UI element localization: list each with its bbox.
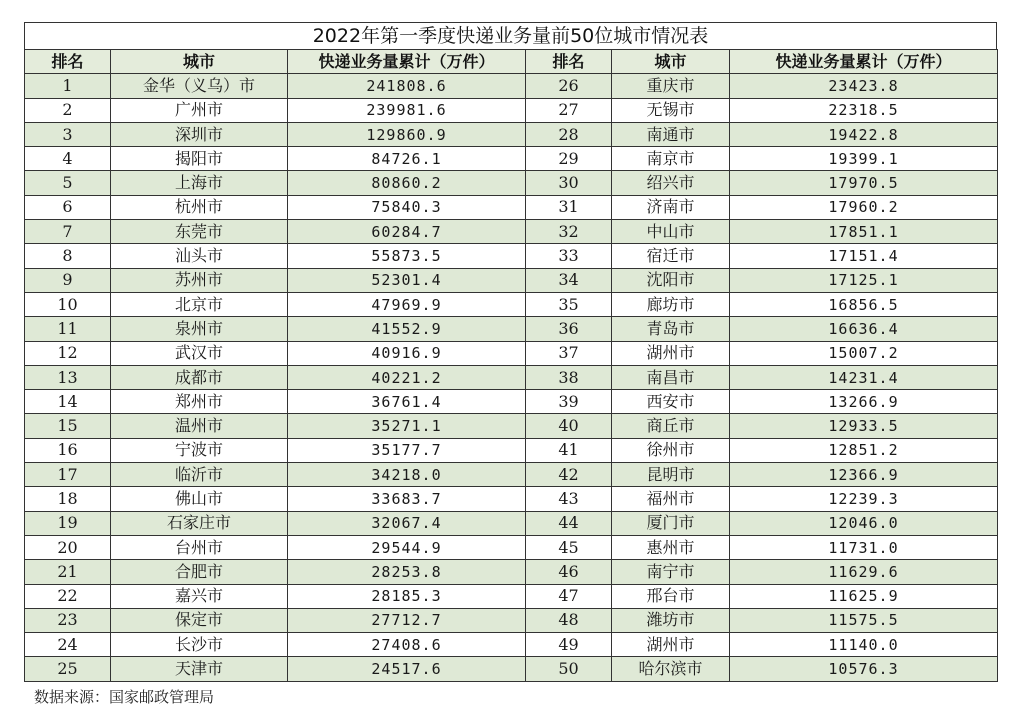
rank-cell: 7 xyxy=(25,220,111,244)
table-row xyxy=(25,463,998,487)
table-row xyxy=(25,438,998,462)
volume-cell: 33683.7 xyxy=(288,487,526,511)
rank-cell: 41 xyxy=(526,438,612,462)
table-row xyxy=(25,487,998,511)
city-cell: 哈尔滨市 xyxy=(612,657,730,681)
rank-cell: 10 xyxy=(25,292,111,316)
table-row xyxy=(25,390,998,414)
rank-cell: 43 xyxy=(526,487,612,511)
volume-cell: 11575.5 xyxy=(730,608,998,632)
rank-cell: 42 xyxy=(526,463,612,487)
rank-cell: 12 xyxy=(25,341,111,365)
rank-cell: 31 xyxy=(526,195,612,219)
city-cell: 重庆市 xyxy=(612,74,730,98)
header-city-right: 城市 xyxy=(612,50,730,74)
city-cell: 廊坊市 xyxy=(612,292,730,316)
volume-cell: 12366.9 xyxy=(730,463,998,487)
volume-cell: 34218.0 xyxy=(288,463,526,487)
table-row xyxy=(25,414,998,438)
volume-cell: 239981.6 xyxy=(288,98,526,122)
rank-cell: 40 xyxy=(526,414,612,438)
rank-cell: 14 xyxy=(25,390,111,414)
city-cell: 武汉市 xyxy=(111,341,288,365)
table-row xyxy=(25,608,998,632)
rank-cell: 24 xyxy=(25,633,111,657)
city-cell: 保定市 xyxy=(111,608,288,632)
volume-cell: 47969.9 xyxy=(288,292,526,316)
volume-cell: 19422.8 xyxy=(730,122,998,146)
volume-cell: 16856.5 xyxy=(730,292,998,316)
city-cell: 沈阳市 xyxy=(612,268,730,292)
volume-cell: 15007.2 xyxy=(730,341,998,365)
volume-cell: 27712.7 xyxy=(288,608,526,632)
volume-cell: 24517.6 xyxy=(288,657,526,681)
city-cell: 上海市 xyxy=(111,171,288,195)
city-cell: 金华（义乌）市 xyxy=(111,74,288,98)
table-row xyxy=(25,268,998,292)
rank-cell: 5 xyxy=(25,171,111,195)
rank-cell: 50 xyxy=(526,657,612,681)
volume-cell: 11625.9 xyxy=(730,584,998,608)
rank-cell: 47 xyxy=(526,584,612,608)
city-cell: 湖州市 xyxy=(612,341,730,365)
table-row xyxy=(25,511,998,535)
volume-cell: 13266.9 xyxy=(730,390,998,414)
city-cell: 邢台市 xyxy=(612,584,730,608)
volume-cell: 60284.7 xyxy=(288,220,526,244)
header-volume-left: 快递业务量累计（万件） xyxy=(288,50,526,74)
city-cell: 湖州市 xyxy=(612,633,730,657)
volume-cell: 27408.6 xyxy=(288,633,526,657)
city-cell: 潍坊市 xyxy=(612,608,730,632)
volume-cell: 35177.7 xyxy=(288,438,526,462)
city-cell: 嘉兴市 xyxy=(111,584,288,608)
rank-cell: 2 xyxy=(25,98,111,122)
city-cell: 北京市 xyxy=(111,292,288,316)
rank-cell: 48 xyxy=(526,608,612,632)
table-row xyxy=(25,584,998,608)
city-cell: 汕头市 xyxy=(111,244,288,268)
table-row xyxy=(25,657,998,681)
rank-cell: 33 xyxy=(526,244,612,268)
rank-cell: 26 xyxy=(526,74,612,98)
volume-cell: 55873.5 xyxy=(288,244,526,268)
city-cell: 宁波市 xyxy=(111,438,288,462)
header-rank-right: 排名 xyxy=(526,50,612,74)
table-row xyxy=(25,98,998,122)
city-cell: 宿迁市 xyxy=(612,244,730,268)
rank-cell: 11 xyxy=(25,317,111,341)
rank-cell: 30 xyxy=(526,171,612,195)
table-row xyxy=(25,147,998,171)
rank-cell: 17 xyxy=(25,463,111,487)
city-cell: 温州市 xyxy=(111,414,288,438)
rank-cell: 16 xyxy=(25,438,111,462)
rank-cell: 34 xyxy=(526,268,612,292)
city-cell: 厦门市 xyxy=(612,511,730,535)
volume-cell: 16636.4 xyxy=(730,317,998,341)
rank-cell: 19 xyxy=(25,511,111,535)
rank-cell: 3 xyxy=(25,122,111,146)
volume-cell: 17125.1 xyxy=(730,268,998,292)
header-city-left: 城市 xyxy=(111,50,288,74)
city-cell: 济南市 xyxy=(612,195,730,219)
volume-cell: 19399.1 xyxy=(730,147,998,171)
volume-cell: 11731.0 xyxy=(730,535,998,559)
volume-cell: 17970.5 xyxy=(730,171,998,195)
city-cell: 南京市 xyxy=(612,147,730,171)
table-row xyxy=(25,292,998,316)
rank-cell: 27 xyxy=(526,98,612,122)
rank-cell: 28 xyxy=(526,122,612,146)
city-cell: 天津市 xyxy=(111,657,288,681)
volume-cell: 28185.3 xyxy=(288,584,526,608)
volume-cell: 12851.2 xyxy=(730,438,998,462)
city-cell: 南昌市 xyxy=(612,365,730,389)
volume-cell: 129860.9 xyxy=(288,122,526,146)
table-row xyxy=(25,560,998,584)
rank-cell: 46 xyxy=(526,560,612,584)
table-title: 2022年第一季度快递业务量前50位城市情况表 xyxy=(24,22,997,49)
volume-cell: 11629.6 xyxy=(730,560,998,584)
city-cell: 惠州市 xyxy=(612,535,730,559)
table-row xyxy=(25,220,998,244)
rank-cell: 23 xyxy=(25,608,111,632)
volume-cell: 80860.2 xyxy=(288,171,526,195)
table-row xyxy=(25,195,998,219)
volume-cell: 28253.8 xyxy=(288,560,526,584)
city-cell: 南宁市 xyxy=(612,560,730,584)
rank-cell: 8 xyxy=(25,244,111,268)
rank-cell: 15 xyxy=(25,414,111,438)
city-cell: 无锡市 xyxy=(612,98,730,122)
ranking-table xyxy=(24,49,998,682)
rank-cell: 13 xyxy=(25,365,111,389)
table-row xyxy=(25,365,998,389)
volume-cell: 10576.3 xyxy=(730,657,998,681)
rank-cell: 49 xyxy=(526,633,612,657)
table-row xyxy=(25,341,998,365)
city-cell: 石家庄市 xyxy=(111,511,288,535)
rank-cell: 1 xyxy=(25,74,111,98)
table-body xyxy=(25,74,998,681)
table-row xyxy=(25,317,998,341)
rank-cell: 9 xyxy=(25,268,111,292)
rank-cell: 38 xyxy=(526,365,612,389)
volume-cell: 14231.4 xyxy=(730,365,998,389)
volume-cell: 22318.5 xyxy=(730,98,998,122)
volume-cell: 41552.9 xyxy=(288,317,526,341)
rank-cell: 18 xyxy=(25,487,111,511)
volume-cell: 12933.5 xyxy=(730,414,998,438)
rank-cell: 22 xyxy=(25,584,111,608)
rank-cell: 29 xyxy=(526,147,612,171)
rank-cell: 45 xyxy=(526,535,612,559)
city-cell: 郑州市 xyxy=(111,390,288,414)
city-cell: 合肥市 xyxy=(111,560,288,584)
volume-cell: 23423.8 xyxy=(730,74,998,98)
header-rank-left: 排名 xyxy=(25,50,111,74)
city-cell: 西安市 xyxy=(612,390,730,414)
volume-cell: 17960.2 xyxy=(730,195,998,219)
city-cell: 徐州市 xyxy=(612,438,730,462)
volume-cell: 29544.9 xyxy=(288,535,526,559)
volume-cell: 32067.4 xyxy=(288,511,526,535)
city-cell: 商丘市 xyxy=(612,414,730,438)
city-cell: 成都市 xyxy=(111,365,288,389)
city-cell: 中山市 xyxy=(612,220,730,244)
volume-cell: 12239.3 xyxy=(730,487,998,511)
city-cell: 昆明市 xyxy=(612,463,730,487)
city-cell: 佛山市 xyxy=(111,487,288,511)
city-cell: 广州市 xyxy=(111,98,288,122)
volume-cell: 35271.1 xyxy=(288,414,526,438)
table-row xyxy=(25,535,998,559)
header-row xyxy=(25,50,998,74)
city-cell: 杭州市 xyxy=(111,195,288,219)
volume-cell: 17151.4 xyxy=(730,244,998,268)
volume-cell: 12046.0 xyxy=(730,511,998,535)
rank-cell: 39 xyxy=(526,390,612,414)
report-sheet xyxy=(24,22,997,682)
volume-cell: 241808.6 xyxy=(288,74,526,98)
rank-cell: 25 xyxy=(25,657,111,681)
table-row xyxy=(25,74,998,98)
rank-cell: 32 xyxy=(526,220,612,244)
rank-cell: 44 xyxy=(526,511,612,535)
table-row xyxy=(25,244,998,268)
city-cell: 福州市 xyxy=(612,487,730,511)
city-cell: 临沂市 xyxy=(111,463,288,487)
volume-cell: 40221.2 xyxy=(288,365,526,389)
city-cell: 青岛市 xyxy=(612,317,730,341)
city-cell: 泉州市 xyxy=(111,317,288,341)
city-cell: 台州市 xyxy=(111,535,288,559)
volume-cell: 52301.4 xyxy=(288,268,526,292)
volume-cell: 36761.4 xyxy=(288,390,526,414)
table-row xyxy=(25,122,998,146)
city-cell: 深圳市 xyxy=(111,122,288,146)
rank-cell: 35 xyxy=(526,292,612,316)
city-cell: 东莞市 xyxy=(111,220,288,244)
city-cell: 揭阳市 xyxy=(111,147,288,171)
rank-cell: 4 xyxy=(25,147,111,171)
city-cell: 苏州市 xyxy=(111,268,288,292)
table-row xyxy=(25,633,998,657)
city-cell: 南通市 xyxy=(612,122,730,146)
rank-cell: 37 xyxy=(526,341,612,365)
rank-cell: 6 xyxy=(25,195,111,219)
source-note: 数据来源：国家邮政管理局 xyxy=(34,688,215,706)
volume-cell: 11140.0 xyxy=(730,633,998,657)
rank-cell: 21 xyxy=(25,560,111,584)
rank-cell: 20 xyxy=(25,535,111,559)
volume-cell: 40916.9 xyxy=(288,341,526,365)
volume-cell: 84726.1 xyxy=(288,147,526,171)
city-cell: 长沙市 xyxy=(111,633,288,657)
rank-cell: 36 xyxy=(526,317,612,341)
volume-cell: 17851.1 xyxy=(730,220,998,244)
city-cell: 绍兴市 xyxy=(612,171,730,195)
table-row xyxy=(25,171,998,195)
volume-cell: 75840.3 xyxy=(288,195,526,219)
header-volume-right: 快递业务量累计（万件） xyxy=(730,50,998,74)
